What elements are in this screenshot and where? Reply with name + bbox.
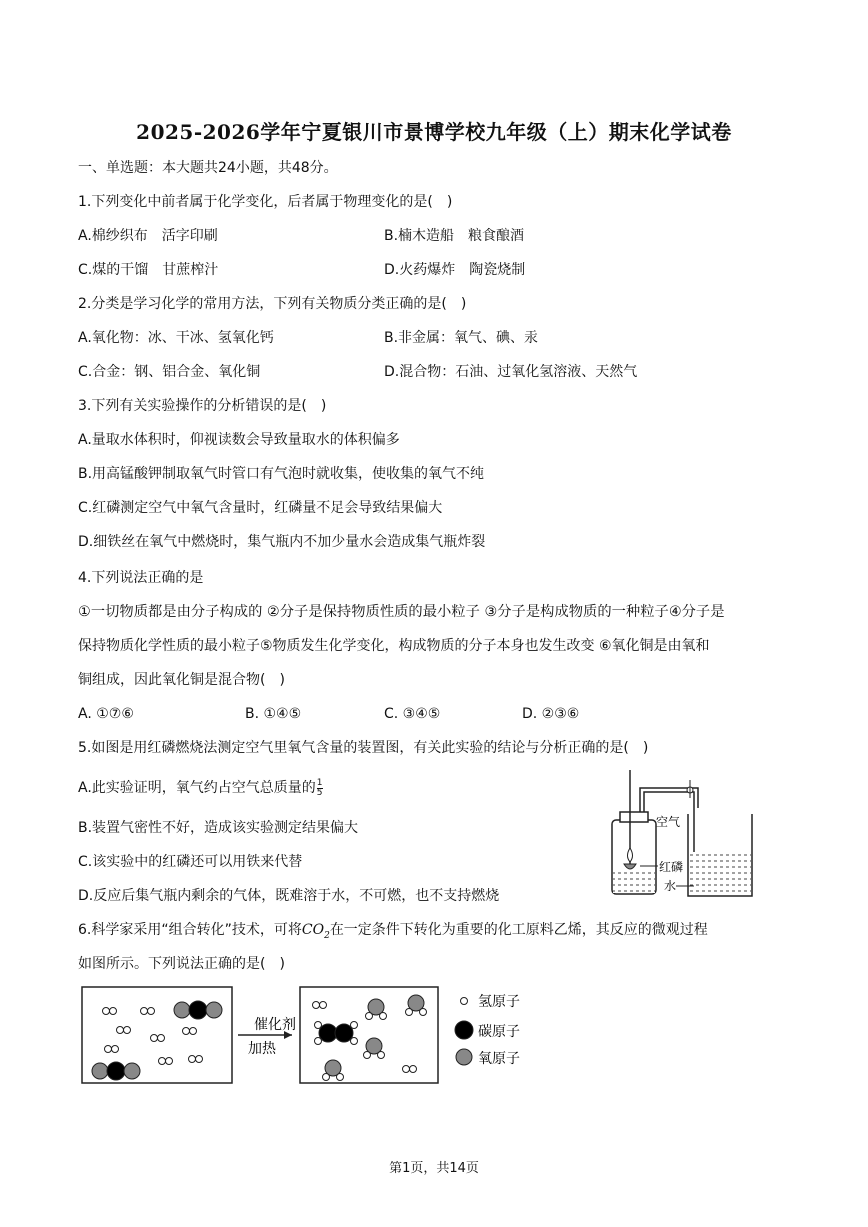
q5-option-a[interactable] [78, 778, 323, 798]
co2-subscript: 2 [324, 930, 330, 941]
q1-option-b[interactable]: B.楠木造船 粮食酿酒 [384, 228, 525, 244]
q4-option-a[interactable]: A. ①⑦⑥ [78, 706, 134, 722]
legend-hydrogen: 氢原子 [478, 994, 520, 1010]
legend-carbon: 碳原子 [478, 1024, 520, 1040]
q4-statement-line1: ①一切物质都是由分子构成的 ②分子是保持物质性质的最小粒子 ③分子是构成物质的一种粒子④分子是 [78, 604, 725, 620]
section-heading: 一、单选题：本大题共24小题，共48分。 [78, 160, 338, 176]
one-fifth-fraction [317, 779, 323, 798]
oxygen-atom-icon [456, 1049, 472, 1065]
q3-option-d[interactable]: D.细铁丝在氧气中燃烧时，集气瓶内不加少量水会造成集气瓶炸裂 [78, 534, 486, 550]
q2-option-b[interactable]: B.非金属：氧气、碘、汞 [384, 330, 539, 346]
q2-stem: 2.分类是学习化学的常用方法，下列有关物质分类正确的是( ) [78, 296, 467, 312]
q1-option-d[interactable]: D.火药爆炸 陶瓷烧制 [384, 262, 526, 278]
q6-stem-line1 [78, 920, 708, 946]
q3-option-a[interactable]: A.量取水体积时，仰视读数会导致量取水的体积偏多 [78, 432, 400, 448]
q1-stem: 1.下列变化中前者属于化学变化，后者属于物理变化的是( ) [78, 194, 453, 210]
q4-statement-line2: 保持物质化学性质的最小粒子⑤物质发生化学变化，构成物质的分子本身也发生改变 ⑥氧化铜是由氧和 [78, 638, 710, 654]
label-heating: 加热 [248, 1041, 276, 1057]
fraction-numerator: 1 [316, 777, 323, 788]
bottle-stopper [620, 812, 648, 822]
q5-option-b[interactable]: B.装置气密性不好，造成该实验测定结果偏大 [78, 820, 359, 836]
q4-option-d[interactable]: D. ②③⑥ [522, 706, 580, 722]
fraction-denominator: 5 [316, 787, 323, 798]
q2-option-d[interactable]: D.混合物：石油、过氧化氢溶液、天然气 [384, 364, 638, 380]
label-red-phosphorus: 红磷 [659, 860, 684, 874]
page-footer: 第1页，共14页 [389, 1161, 479, 1176]
beaker-water [689, 852, 751, 895]
q5-option-d[interactable]: D.反应后集气瓶内剩余的气体，既难溶于水，不可燃，也不支持燃烧 [78, 888, 500, 904]
q4-stem: 4.下列说法正确的是 [78, 570, 204, 586]
q5-option-c[interactable]: C.该实验中的红磷还可以用铁来代替 [78, 854, 303, 870]
q3-option-b[interactable]: B.用高锰酸钾制取氧气时管口有气泡时就收集，使收集的氧气不纯 [78, 466, 485, 482]
microscopic-reaction-figure [78, 985, 548, 1087]
red-phosphorus-apparatus-figure [600, 768, 760, 900]
bottle-water [613, 872, 655, 893]
q6-stem-line2: 如图所示。下列说法正确的是( ) [78, 956, 285, 972]
hydrogen-atom-icon [461, 998, 468, 1005]
q1-option-c[interactable]: C.煤的干馏 甘蔗榨汁 [78, 262, 219, 278]
q1-option-a[interactable]: A.棉纱织布 活字印刷 [78, 228, 218, 244]
q6-stem-b: 在一定条件下转化为重要的化工原料乙烯，其反应的微观过程 [329, 922, 708, 938]
q4-statement-line3: 铜组成，因此氧化铜是混合物( ) [78, 672, 285, 688]
q4-option-b[interactable]: B. ①④⑤ [245, 706, 302, 722]
label-catalyst: 催化剂 [254, 1017, 296, 1033]
legend-oxygen: 氧原子 [478, 1051, 520, 1067]
co2-formula [301, 922, 330, 941]
q2-option-a[interactable]: A.氧化物：冰、干冰、氢氧化钙 [78, 330, 274, 346]
page-title: 2025-2026学年宁夏银川市景博学校九年级（上）期末化学试卷 [136, 120, 732, 144]
q3-option-c[interactable]: C.红磷测定空气中氧气含量时，红磷量不足会导致结果偏大 [78, 500, 443, 516]
q5-stem: 5.如图是用红磷燃烧法测定空气里氧气含量的装置图，有关此实验的结论与分析正确的是( ) [78, 740, 649, 756]
q2-option-c[interactable]: C.合金：钢、铝合金、氧化铜 [78, 364, 261, 380]
carbon-atom-icon [455, 1021, 473, 1039]
label-air: 空气 [656, 815, 681, 829]
q5-option-a-text: A.此实验证明，氧气约占空气总质量的 [78, 780, 316, 796]
label-water: 水 [664, 879, 677, 893]
q4-option-c[interactable]: C. ③④⑤ [384, 706, 441, 722]
q3-stem: 3.下列有关实验操作的分析错误的是( ) [78, 398, 327, 414]
q6-stem-a: 6.科学家采用“组合转化”技术，可将 [78, 922, 302, 938]
co2-formula-base: CO [301, 922, 325, 938]
